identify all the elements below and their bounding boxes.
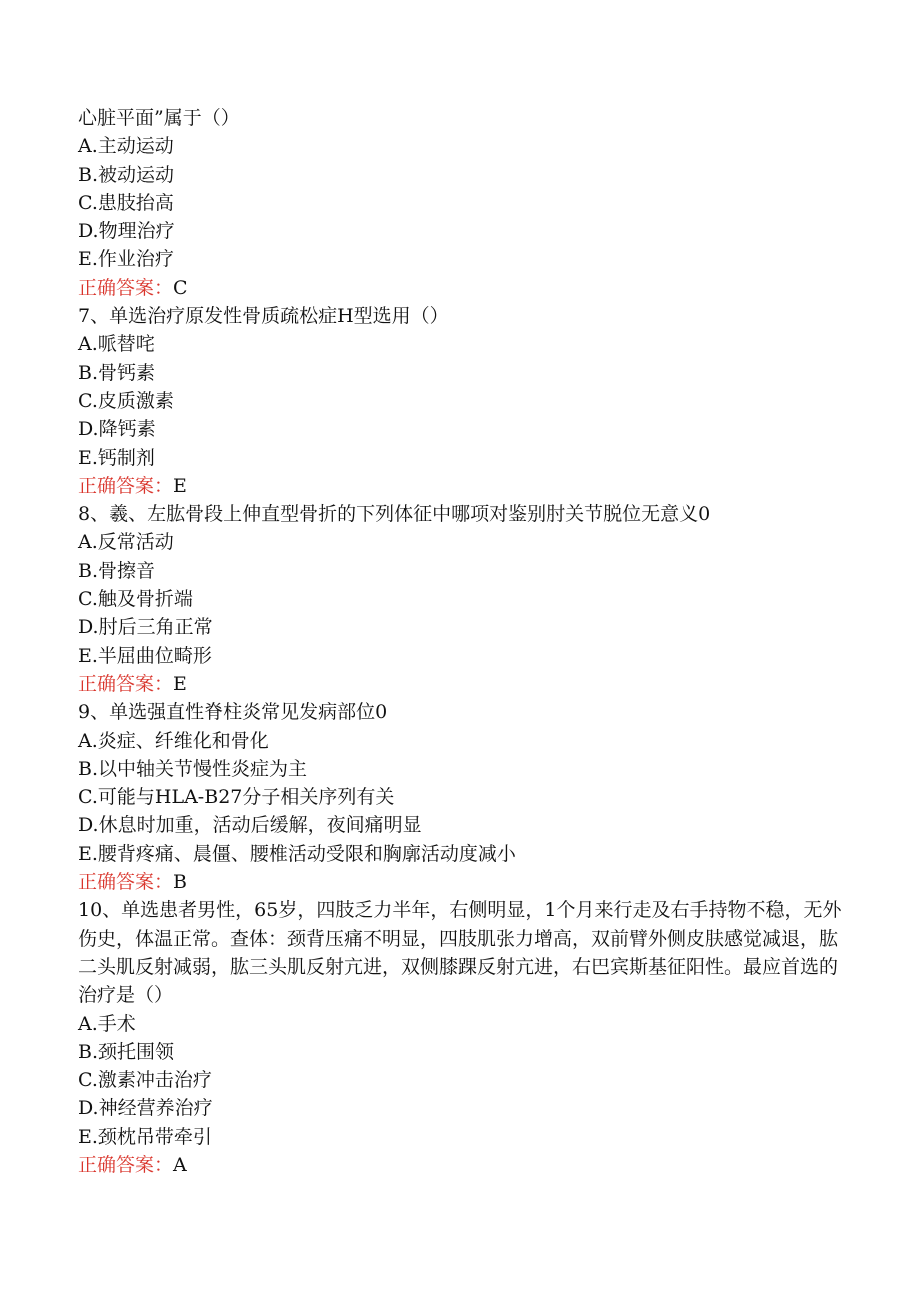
option-e: E.颈枕吊带牵引 [78, 1125, 212, 1148]
answer-value: E [173, 474, 187, 497]
answer-value: B [173, 871, 187, 894]
option-d: D.肘后三角正常 [78, 616, 213, 639]
question-block [78, 302, 848, 500]
question-block [78, 104, 848, 302]
option-c: C.患肢抬高 [78, 191, 174, 214]
question-block [78, 698, 848, 896]
option-e: E.作业治疗 [78, 248, 174, 271]
option-a: A.主动运动 [78, 135, 174, 158]
answer-label: 正确答案： [78, 276, 174, 299]
option-d: D.神经营养治疗 [78, 1097, 213, 1120]
option-d: D.降钙素 [78, 418, 156, 441]
question-text: 7、单选治疗原发性骨质疏松症H型选用（） [78, 305, 449, 328]
question-text: 10、单选患者男性，65岁，四肢乏力半年，右侧明显，1个月来行走及右手持物不稳，无外伤史，体温正常。查体：颈背压痛不明显，四肢肌张力增高，双前臂外侧皮肤感觉减退，肱二头肌反射减弱，肱三头肌反射亢进，双侧膝踝反射亢进，右巴宾斯基征阳性。最应首选的治疗是（） [78, 899, 842, 1007]
option-b: B.被动运动 [78, 163, 175, 186]
option-c: C.可能与HLA-B27分子相关序列有关 [78, 786, 395, 809]
answer-label: 正确答案： [78, 672, 174, 695]
document-page [78, 104, 848, 1179]
option-e: E.半屈曲位畸形 [78, 644, 212, 667]
answer-line [78, 472, 848, 500]
answer-label: 正确答案： [78, 474, 174, 497]
answer-line [78, 1151, 848, 1179]
option-a: A.反常活动 [78, 531, 174, 554]
answer-line [78, 868, 848, 896]
answer-value: E [173, 672, 187, 695]
answer-label: 正确答案： [78, 871, 174, 894]
answer-line [78, 670, 848, 698]
option-c: C.皮质激素 [78, 389, 174, 412]
question-block [78, 896, 848, 1179]
option-a: A.炎症、纤维化和骨化 [78, 729, 269, 752]
answer-line [78, 274, 848, 302]
option-c: C.激素冲击治疗 [78, 1069, 212, 1092]
question-text: 9、单选强直性脊柱炎常见发病部位0 [78, 701, 388, 724]
option-e: E.腰背疼痛、晨僵、腰椎活动受限和胸廓活动度减小 [78, 842, 516, 865]
option-b: B.颈托围领 [78, 1040, 175, 1063]
answer-label: 正确答案： [78, 1153, 174, 1176]
option-b: B.以中轴关节慢性炎症为主 [78, 757, 308, 780]
answer-value: C [173, 276, 188, 299]
option-c: C.触及骨折端 [78, 588, 193, 611]
answer-value: A [173, 1153, 187, 1176]
option-d: D.物理治疗 [78, 220, 175, 243]
option-e: E.钙制剂 [78, 446, 155, 469]
option-b: B.骨钙素 [78, 361, 156, 384]
option-d: D.休息时加重，活动后缓解，夜间痛明显 [78, 814, 422, 837]
option-a: A.手术 [78, 1012, 136, 1035]
question-block [78, 500, 848, 698]
question-text: 8、羲、左肱骨段上伸直型骨折的下列体征中哪项对鉴别肘关节脱位无意义0 [78, 503, 711, 526]
option-b: B.骨擦音 [78, 559, 156, 582]
option-a: A.哌替咤 [78, 333, 155, 356]
question-text: 心脏平面”属于（） [78, 107, 240, 129]
